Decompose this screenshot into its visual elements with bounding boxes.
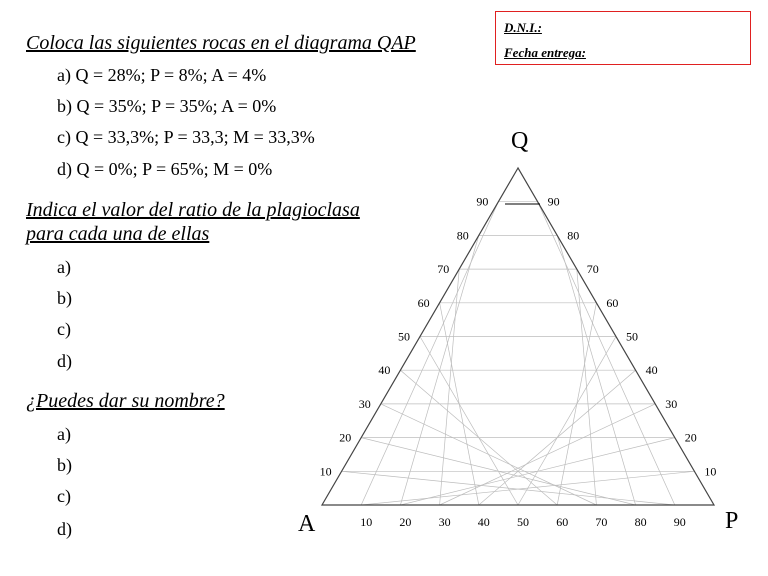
bottom-tick-label: 90 [673,515,686,529]
grid-line-p-90 [538,202,678,505]
section2-item-c: c) [57,319,71,339]
left-tick-label: 80 [456,228,469,243]
section1-title: Coloca las siguientes rocas en el diagrama QAP [26,32,416,54]
section3-title: ¿Puedes dar su nombre? [26,390,225,412]
right-tick-label: 80 [567,228,580,243]
dni-label: D.N.I.: [504,20,542,35]
vertex-q-label: Q [511,128,529,154]
section1-item-a: a) Q = 28%; P = 8%; A = 4% [57,65,267,85]
section1-item-c: c) Q = 33,3%; P = 33,3; M = 33,3% [57,127,315,147]
left-tick-label: 60 [417,295,430,310]
right-tick-label: 40 [645,363,658,378]
right-tick-label: 70 [586,262,599,277]
section2-title-line1: Indica el valor del ratio de la plagioclasa [26,199,360,221]
diagram-tick-labels [320,195,717,529]
bottom-tick-label: 60 [556,515,569,529]
right-tick-label: 20 [684,430,697,445]
fecha-entrega-label: Fecha entrega: [504,45,586,60]
grid-line-a-50 [420,337,518,506]
left-tick-label: 40 [378,363,391,378]
right-tick-label: 90 [547,194,560,209]
right-tick-label: 10 [704,464,717,479]
right-tick-label: 60 [606,295,619,310]
diagram-grid [342,202,695,505]
bottom-tick-label: 70 [595,515,608,529]
section1-item-b: b) Q = 35%; P = 35%; A = 0% [57,96,277,116]
grid-line-a-70 [381,404,597,505]
right-tick-label: 50 [626,329,638,344]
section3-item-b: b) [57,455,72,475]
left-tick-label: 90 [476,194,489,209]
left-tick-label: 30 [358,396,371,411]
vertex-p-label: P [725,508,739,534]
left-tick-label: 20 [339,430,352,445]
vertex-a-label: A [298,511,316,537]
section2-item-b: b) [57,288,72,308]
bottom-tick-label: 40 [477,515,490,529]
section3-item-a: a) [57,424,71,444]
bottom-tick-label: 20 [399,515,412,529]
section2-item-a: a) [57,257,71,277]
bottom-tick-label: 80 [634,515,647,529]
left-tick-label: 50 [398,329,410,344]
left-tick-label: 10 [319,464,332,479]
section1-item-d: d) Q = 0%; P = 65%; M = 0% [57,159,273,179]
right-tick-label: 30 [665,396,678,411]
section3-item-d: d) [57,519,72,539]
bottom-tick-label: 10 [360,515,373,529]
section2-item-d: d) [57,351,72,371]
section3-item-c: c) [57,486,71,506]
bottom-tick-label: 30 [438,515,451,529]
bottom-tick-label: 50 [517,515,529,529]
left-tick-label: 70 [437,262,450,277]
section2-title-line2: para cada una de ellas [26,223,210,245]
grid-line-a-90 [342,471,675,505]
